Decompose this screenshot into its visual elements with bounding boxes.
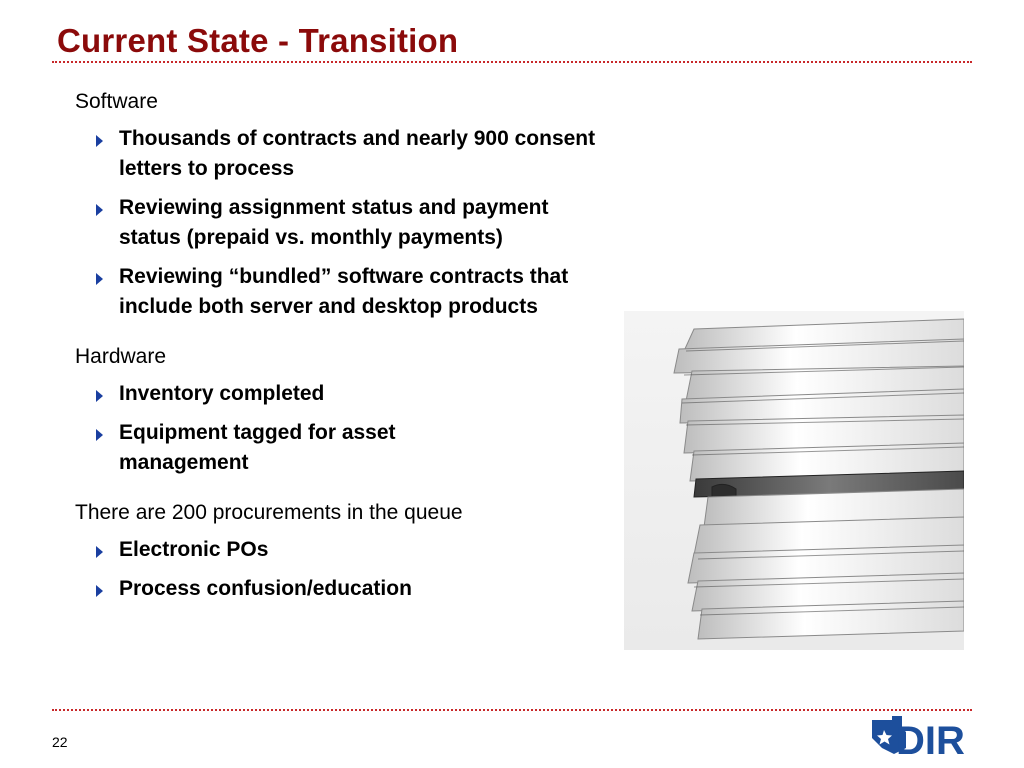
bullet-arrow-icon: [96, 390, 103, 402]
paper-stack-photo: [624, 311, 964, 650]
section-heading: Hardware: [75, 345, 167, 368]
list-item-text: Thousands of contracts and nearly 900 consent letters to process: [119, 127, 596, 180]
list-item-text: Process confusion/education: [119, 577, 412, 600]
bullet-list: [75, 124, 615, 322]
section-procurements: [75, 499, 615, 604]
section-heading: There are 200 procurements in the queue: [75, 501, 463, 524]
slide-body: [75, 88, 615, 613]
title-divider: [52, 61, 972, 63]
list-item-text: Equipment tagged for asset management: [119, 421, 396, 474]
list-item: [75, 418, 499, 478]
bullet-arrow-icon: [96, 585, 103, 597]
list-item-text: Reviewing “bundled” software contracts that include both server and desktop products: [119, 265, 569, 318]
footer-divider: [52, 709, 972, 711]
list-item: [75, 535, 599, 565]
paper-stack-illustration: [624, 311, 964, 650]
list-item: [75, 574, 599, 604]
list-item: [75, 262, 599, 322]
bullet-arrow-icon: [96, 204, 103, 216]
page-number: 22: [52, 734, 68, 750]
section-hardware: [75, 343, 615, 478]
list-item: [75, 379, 599, 409]
dir-logo-graphic: [870, 714, 972, 760]
bullet-list: [75, 379, 615, 478]
bullet-arrow-icon: [96, 273, 103, 285]
list-item-text: Inventory completed: [119, 382, 325, 405]
list-item: [75, 124, 599, 184]
bullet-arrow-icon: [96, 135, 103, 147]
list-item-text: Electronic POs: [119, 538, 269, 561]
bullet-list: [75, 535, 615, 604]
bullet-arrow-icon: [96, 429, 103, 441]
list-item-text: Reviewing assignment status and payment status (prepaid vs. monthly payments): [119, 196, 549, 249]
section-software: [75, 88, 615, 322]
section-heading: Software: [75, 90, 158, 113]
list-item: [75, 193, 599, 253]
bullet-arrow-icon: [96, 546, 103, 558]
dir-logo: [870, 714, 972, 760]
logo-text: DIR: [896, 719, 965, 760]
slide-title: Current State - Transition: [57, 22, 459, 59]
